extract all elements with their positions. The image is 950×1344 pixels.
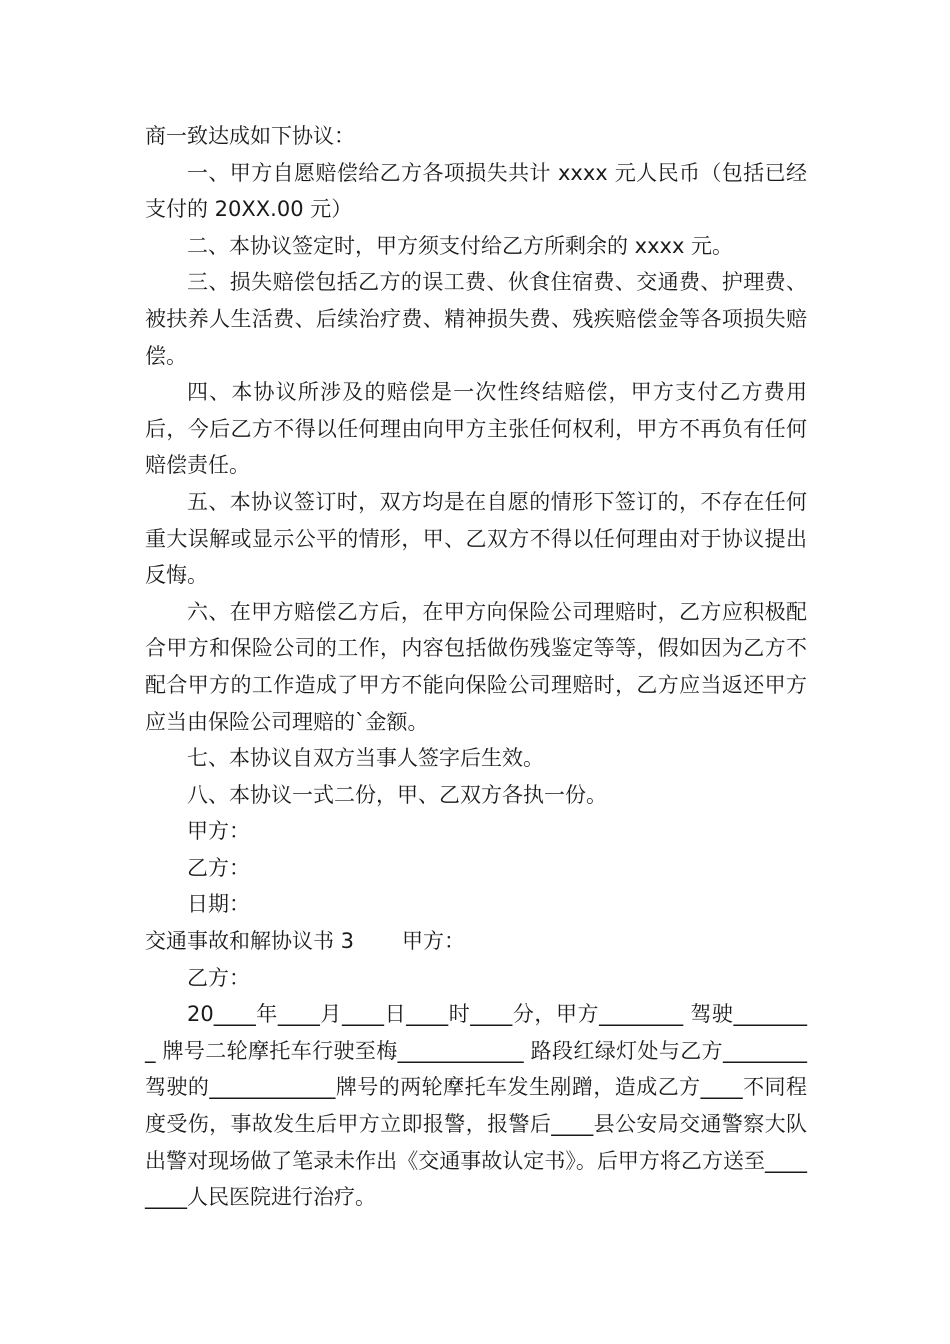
clause-7: 七、本协议自双方当事人签字后生效。 bbox=[187, 746, 544, 771]
clause-8: 八、本协议一式二份，甲、乙双方各执一份。 bbox=[187, 782, 607, 807]
section-party-a: 甲方： bbox=[402, 929, 466, 954]
clause-6: 六、在甲方赔偿乙方后，在甲方向保险公司理赔时，乙方应积极配合甲方和保险公司的工作，内容包括做伤残鉴定等等，假如因为乙方不配合甲方的工作造成了甲方不能向保险公司理赔时，乙方应当返还甲方应当由保险公司理赔的`金额。 bbox=[145, 599, 807, 734]
party-b-signature: 乙方： bbox=[187, 855, 250, 880]
accident-paragraph: 20____年____月____日____时____分，甲方________ 驾驶________ 牌号二轮摩托车行驶至梅____________ 路段红绿灯处与乙方________驾驶的____________牌号的两轮摩托车发生剐蹭，造成乙方____不同程度受伤，事故发生后甲方立即报警，报警后____县公安局交通警察大队出警对现场做了笔录未作出《交通事故认定书》。后甲方将乙方送至________人民医院进行治疗。 bbox=[145, 1002, 807, 1210]
clause-5: 五、本协议签订时，双方均是在自愿的情形下签订的，不存在任何重大误解或显示公平的情形，甲、乙双方不得以任何理由对于协议提出反悔。 bbox=[145, 489, 807, 588]
clause-2: 二、本协议签定时，甲方须支付给乙方所剩余的 xxxx 元。 bbox=[187, 233, 734, 258]
section-party-b: 乙方： bbox=[187, 965, 250, 990]
section-title-line bbox=[145, 923, 807, 960]
clause-3: 三、损失赔偿包括乙方的误工费、伙食住宿费、交通费、护理费、被扶养人生活费、后续治疗费、精神损失费、残疾赔偿金等各项损失赔偿。 bbox=[145, 270, 807, 368]
section-title: 交通事故和解协议书 3 bbox=[145, 929, 355, 954]
party-a-signature: 甲方： bbox=[187, 819, 250, 844]
date-line: 日期： bbox=[187, 892, 250, 917]
clause-1: 一、甲方自愿赔偿给乙方各项损失共计 xxxx 元人民币（包括已经支付的 20XX.00 元） bbox=[145, 160, 807, 222]
document-page bbox=[145, 118, 807, 1216]
intro-line: 商一致达成如下协议： bbox=[145, 124, 355, 148]
clause-4: 四、本协议所涉及的赔偿是一次性终结赔偿，甲方支付乙方费用后，今后乙方不得以任何理由向甲方主张任何权利，甲方不再负有任何赔偿责任。 bbox=[145, 380, 807, 478]
